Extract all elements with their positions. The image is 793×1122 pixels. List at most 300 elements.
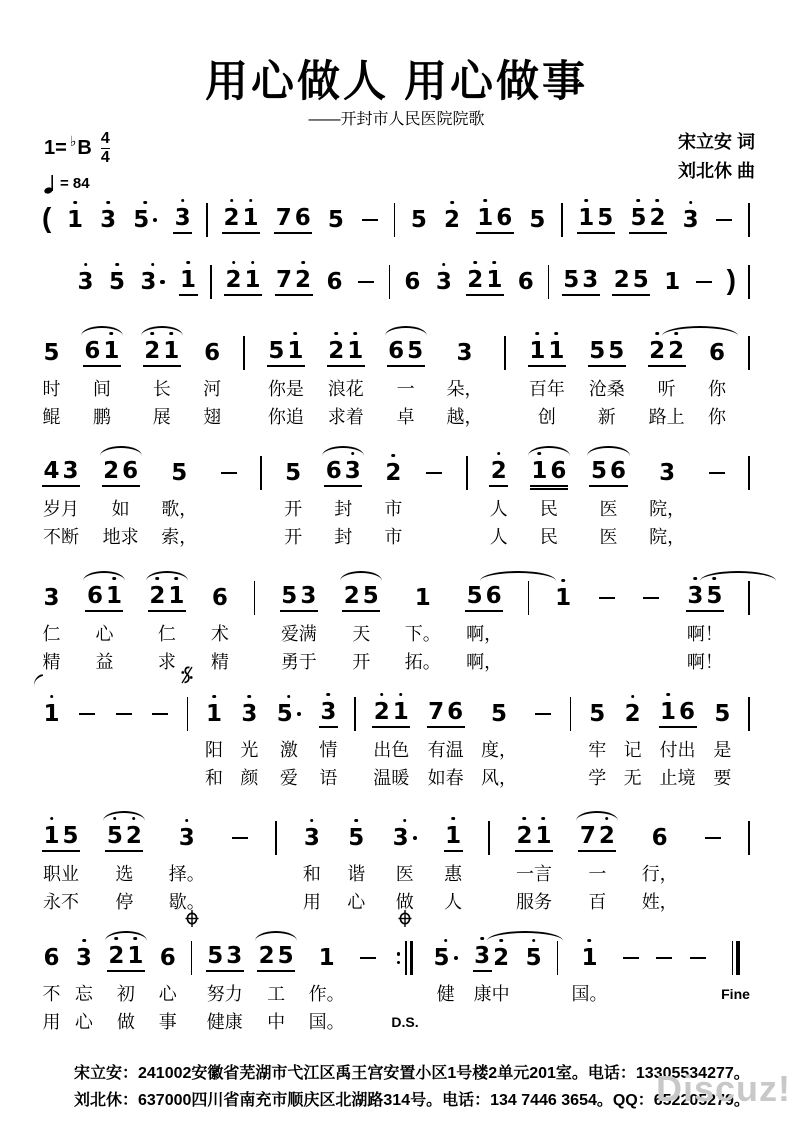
note: 5 <box>105 825 124 848</box>
duration-dash <box>232 837 248 840</box>
notation-system <box>42 816 750 916</box>
note-group <box>427 698 465 728</box>
duration-dash <box>362 219 378 222</box>
lyric-line2: 做 <box>395 892 414 912</box>
notes-row <box>107 936 145 980</box>
notes-row <box>588 331 626 375</box>
notes-row <box>257 936 295 980</box>
notes-row <box>533 692 553 736</box>
slur-arc <box>528 446 570 456</box>
note: 5 <box>62 822 79 849</box>
beam <box>102 457 140 487</box>
bar-column <box>394 198 396 242</box>
octave-dot <box>493 261 497 265</box>
note-group <box>170 459 189 486</box>
note-column <box>240 692 259 792</box>
lyric-line2: 要 <box>713 768 732 788</box>
note-group <box>528 206 547 233</box>
notes-row <box>173 198 192 242</box>
notes-row <box>280 576 318 620</box>
bar-column <box>354 692 356 792</box>
lyric-line2: 风， <box>481 768 518 788</box>
beam <box>42 457 80 487</box>
notes-row <box>650 816 669 860</box>
octave-dot <box>536 332 540 336</box>
note: 7 <box>428 698 445 725</box>
note-group <box>466 266 504 296</box>
beam <box>280 582 318 612</box>
meter-numerator: 4 <box>100 130 110 147</box>
parenthesis: ) <box>726 264 736 295</box>
lyric-line2: 精 <box>210 652 229 672</box>
notes-row <box>102 451 140 495</box>
notes-row <box>342 576 380 620</box>
note-group <box>275 700 302 727</box>
lyric-line1: 牢 <box>588 740 607 760</box>
lyric-line1: 爱满 <box>280 624 317 644</box>
beam <box>387 337 425 367</box>
note-group <box>432 944 459 971</box>
coda-icon <box>184 909 199 928</box>
note-group <box>554 584 573 611</box>
notes-row <box>360 198 380 242</box>
bar-column <box>391 936 418 1036</box>
lyric-line2: 中 <box>267 1012 286 1032</box>
notes-row <box>384 451 403 495</box>
note: 2 <box>443 209 462 232</box>
note-group <box>275 266 313 296</box>
lyric-line1: 间 <box>92 379 111 399</box>
note-group <box>623 700 642 727</box>
octave-dot <box>451 817 455 821</box>
note-column <box>85 576 123 676</box>
lyric-line1: 歌， <box>161 499 198 519</box>
repeat-dots <box>397 952 400 964</box>
note: 5 <box>277 942 294 969</box>
note: 6 <box>550 457 567 484</box>
lyric-line1: 出色 <box>373 740 410 760</box>
notes-row <box>648 331 686 375</box>
note-column <box>275 260 313 304</box>
note-column <box>319 692 338 792</box>
lyric-line2: 展 <box>152 407 171 427</box>
lyric-line2: 院， <box>649 527 686 547</box>
note-column <box>284 451 303 551</box>
note-column <box>105 816 143 916</box>
note: 5 <box>275 703 302 726</box>
duration-dash <box>358 281 374 284</box>
note-column <box>427 692 465 792</box>
beam <box>489 457 508 487</box>
notes-row <box>240 692 259 736</box>
notation-system <box>42 936 750 1036</box>
beam <box>562 266 600 296</box>
note-column <box>476 198 514 242</box>
note-group <box>403 268 422 295</box>
note-column <box>356 260 376 304</box>
footer-line2: 刘北休：637000四川省南充市顺庆区北湖路314号。电话：134 7446 3654。QQ：652205279。 <box>74 1092 750 1109</box>
notes-row <box>473 936 511 980</box>
lyric-line2: 语 <box>319 768 338 788</box>
notes-row <box>324 451 362 495</box>
barline <box>732 941 734 975</box>
lyric-line1: 记 <box>623 740 642 760</box>
notes-row <box>707 451 727 495</box>
note-column <box>222 198 260 242</box>
augmentation-dot <box>160 280 164 284</box>
bar-column <box>488 816 490 916</box>
note: 2 <box>294 269 313 292</box>
notes-row <box>713 692 732 736</box>
notes-row <box>444 816 463 860</box>
note: 5 <box>589 337 606 364</box>
note-group <box>325 268 344 295</box>
lyric-line1: 阳 <box>204 740 223 760</box>
lyric-line1: 心 <box>158 984 177 1004</box>
footer-line1: 宋立安：241002安徽省芜湖市弋江区禹王宫安置小区1号楼2单元201室。电话：13305534277。 <box>74 1065 750 1082</box>
note-group <box>490 700 509 727</box>
duration-dash <box>79 713 95 716</box>
note-column <box>516 260 535 304</box>
note-column <box>173 198 192 242</box>
bar-column <box>748 576 750 676</box>
beam <box>588 337 626 367</box>
note-group <box>387 337 425 367</box>
composer-credit: 刘北休 曲 <box>677 161 755 181</box>
notes-row <box>427 692 465 736</box>
note-column <box>589 451 627 551</box>
note-group <box>629 204 667 234</box>
note-group <box>658 459 677 486</box>
repeat-barline <box>397 941 413 975</box>
notes-row <box>681 198 700 242</box>
note: 3 <box>302 827 321 850</box>
octave-dot <box>694 577 698 581</box>
beam <box>42 822 80 852</box>
octave-dot <box>334 332 338 336</box>
octave-dot <box>542 817 546 821</box>
note: 3 <box>226 942 243 969</box>
note-column <box>444 816 463 916</box>
note-group <box>473 942 511 972</box>
notes-row <box>748 576 750 620</box>
lyric-line1: 人 <box>489 499 508 519</box>
notes-row <box>275 260 313 304</box>
bar-column <box>254 576 256 676</box>
notes-row <box>557 936 559 980</box>
note: 6 <box>496 204 513 231</box>
duration-dash <box>716 219 732 222</box>
beam <box>659 698 697 728</box>
note-column <box>224 260 262 304</box>
lyric-line2: 不断 <box>43 527 80 547</box>
note-column <box>409 198 428 242</box>
note-group <box>173 204 192 234</box>
lyric-line2: 市 <box>384 527 403 547</box>
repeat-dot <box>397 952 400 955</box>
barline <box>748 821 750 855</box>
notes-row <box>150 692 170 736</box>
lyric-line2: 人 <box>489 527 508 547</box>
barline <box>748 203 750 237</box>
beam <box>83 337 121 367</box>
note-column <box>179 260 198 304</box>
lyric-line2: 服务 <box>515 892 552 912</box>
note: 6 <box>86 582 103 609</box>
octave-dot <box>251 261 255 265</box>
octave-dot <box>73 201 77 205</box>
lyric-line1: 职业 <box>43 864 80 884</box>
note: 5 <box>410 206 427 233</box>
notes-row <box>490 692 509 736</box>
octave-dot <box>442 263 446 267</box>
note: 6 <box>122 457 139 484</box>
lyric-line2: 求着 <box>327 407 364 427</box>
barline <box>748 456 750 490</box>
lyric-line1: 谐 <box>347 864 366 884</box>
lyric-line2: 精 <box>42 652 61 672</box>
lyric-line2: 人 <box>444 892 463 912</box>
beam <box>148 582 186 612</box>
octave-dot <box>474 261 478 265</box>
note-column <box>42 451 80 551</box>
octave-dot <box>399 693 403 697</box>
watermark: Discuz! <box>655 1068 791 1109</box>
notation-system <box>42 331 750 431</box>
note: 6 <box>326 268 343 295</box>
notes-row <box>327 331 365 375</box>
octave-dot <box>561 579 565 583</box>
beam <box>105 822 143 852</box>
beam <box>267 337 305 367</box>
note-group <box>148 582 186 612</box>
note-column <box>280 576 318 676</box>
octave-dot <box>351 452 355 456</box>
note: 6 <box>679 698 696 725</box>
note-column <box>654 936 674 1036</box>
octave-dot <box>248 695 252 699</box>
note-group <box>530 457 568 487</box>
barline <box>561 203 563 237</box>
octave-dot <box>115 263 119 267</box>
note: 3 <box>74 947 93 970</box>
octave-dot <box>50 695 54 699</box>
beam <box>465 582 503 612</box>
note: 1 <box>243 269 262 292</box>
notes-row <box>476 198 514 242</box>
octave-dot <box>132 817 136 821</box>
note: 2 <box>489 460 508 483</box>
note: 5 <box>362 582 379 609</box>
note: 2 <box>327 340 346 363</box>
note-column <box>324 451 362 551</box>
notes-row <box>548 260 550 304</box>
note-column <box>447 331 483 431</box>
octave-dot <box>588 939 592 943</box>
note-column <box>588 692 607 792</box>
notes-row <box>187 692 189 736</box>
note: 6 <box>204 339 221 366</box>
note-column <box>77 692 97 792</box>
lyric-line2: 你 <box>707 407 726 427</box>
notes-row <box>528 198 547 242</box>
notes-row <box>210 576 229 620</box>
note-group <box>284 459 303 486</box>
note: 5 <box>529 206 546 233</box>
notes-row <box>139 260 166 304</box>
note-group <box>577 204 615 234</box>
notes-row <box>455 331 474 375</box>
note-column <box>143 331 181 431</box>
note: 3 <box>659 459 676 486</box>
note-column <box>466 260 504 304</box>
note: 1 <box>42 825 61 848</box>
notes-row <box>42 816 80 860</box>
lyric-line2: 鲲 <box>42 407 61 427</box>
note: 1 <box>241 207 260 230</box>
octave-dot <box>555 332 559 336</box>
note: 5 <box>629 207 648 230</box>
note: 5 <box>466 582 483 609</box>
song-subtitle: ——开封市人民医院院歌 <box>308 111 485 128</box>
notes-row <box>530 451 568 495</box>
octave-dot <box>232 261 236 265</box>
note: 6 <box>211 584 228 611</box>
lyric-line2: 做 <box>116 1012 135 1032</box>
notes-row <box>99 198 118 242</box>
notes-row <box>372 692 410 736</box>
bar-column <box>748 331 750 431</box>
note-column <box>342 576 380 676</box>
lyric-line1: 岁月 <box>43 499 80 519</box>
barline <box>354 697 356 731</box>
note-group <box>409 206 428 233</box>
octave-dot <box>169 332 173 336</box>
note-group <box>179 266 198 296</box>
notes-row <box>302 816 321 860</box>
lyric-line1: 行， <box>641 864 678 884</box>
note-column <box>372 692 410 792</box>
octave-dot <box>249 199 253 203</box>
note-column <box>694 260 714 304</box>
lyric-line2: 封 <box>334 527 353 547</box>
note-group <box>222 204 260 234</box>
note-column <box>648 331 686 431</box>
lyric-line2: 永不 <box>43 892 80 912</box>
note-group <box>42 944 61 971</box>
notes-row <box>748 198 750 242</box>
beam <box>466 266 504 296</box>
note-column <box>481 692 517 792</box>
notes-row <box>206 936 244 980</box>
bar-column <box>557 936 559 1036</box>
note: 1 <box>167 585 186 608</box>
beam <box>473 942 492 972</box>
notes-row <box>515 816 553 860</box>
note: 3 <box>582 266 599 293</box>
notes-row <box>403 260 422 304</box>
note: 2 <box>384 462 403 485</box>
notes-row <box>219 451 239 495</box>
note-group <box>434 268 453 295</box>
slur-arc <box>587 446 629 456</box>
note-column <box>528 198 547 242</box>
note: 3 <box>434 271 453 294</box>
notes-row <box>528 331 566 375</box>
lyric-line2: 开 <box>352 652 371 672</box>
lyric-line2: 益 <box>95 652 114 672</box>
lyric-line2: 索， <box>161 527 198 547</box>
lyric-line2: 心 <box>74 1012 93 1032</box>
octave-dot <box>689 201 693 205</box>
note-column <box>465 576 503 676</box>
note-group <box>324 457 362 487</box>
note: 3 <box>76 271 95 294</box>
note-group <box>257 942 295 972</box>
notes-row <box>389 260 391 304</box>
bar-column <box>727 260 736 304</box>
lyric-line1: 浪花 <box>327 379 364 399</box>
note-column <box>132 198 159 242</box>
note: 1 <box>659 701 678 724</box>
notes-row <box>319 692 338 736</box>
note: 7 <box>579 822 596 849</box>
note-column <box>347 816 366 916</box>
octave-dot <box>444 939 448 943</box>
notes-row <box>224 260 262 304</box>
bar-column <box>748 816 750 916</box>
note: 1 <box>126 945 145 968</box>
note-group <box>347 824 366 851</box>
note: 1 <box>318 944 335 971</box>
note-column <box>107 936 145 1036</box>
note-column <box>391 816 418 916</box>
note: 2 <box>623 703 642 726</box>
lyric-line2: 翅 <box>203 407 222 427</box>
notation-system <box>42 260 750 304</box>
lyric-line1: 康中 <box>473 984 510 1004</box>
note: 5 <box>132 209 159 232</box>
notes-row <box>347 816 366 860</box>
note: 2 <box>648 340 667 363</box>
barline <box>275 821 277 855</box>
lyric-line1: 一言 <box>515 864 552 884</box>
barline <box>748 581 750 615</box>
note-group <box>476 204 514 234</box>
lyric-line1: 术 <box>210 624 229 644</box>
octave-dot <box>497 452 501 456</box>
note: 5 <box>632 266 649 293</box>
note-column <box>432 936 459 1036</box>
notes-row <box>326 198 345 242</box>
note: 1 <box>664 268 681 295</box>
slur-arc <box>105 931 147 941</box>
note-column <box>562 260 600 304</box>
note-column <box>267 331 305 431</box>
lyric-line2: D.S. <box>391 1014 419 1030</box>
notes-row <box>659 692 697 736</box>
bar-column <box>260 451 262 551</box>
notes-row <box>409 198 428 242</box>
note-group <box>105 822 143 852</box>
barline <box>748 336 750 370</box>
notes-row <box>488 816 490 860</box>
lyric-line1: 朵， <box>446 379 483 399</box>
barline <box>254 581 256 615</box>
lyric-line2: 健康 <box>206 1012 243 1032</box>
note-column <box>387 331 425 431</box>
lyric-line1: 沧桑 <box>588 379 625 399</box>
